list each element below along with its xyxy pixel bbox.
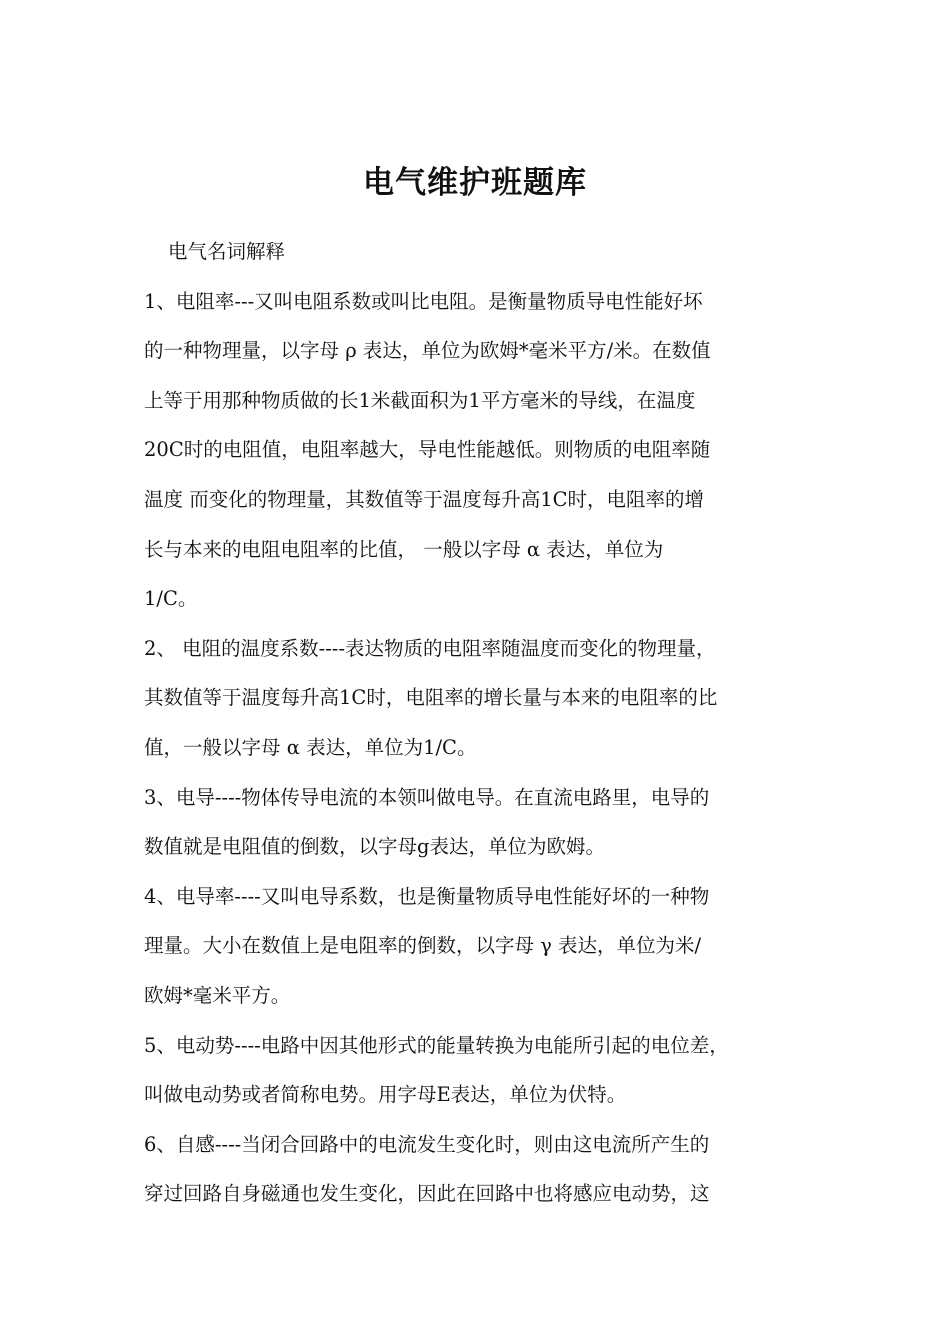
text-line: 1、电阻率---又叫电阻系数或叫比电阻。是衡量物质导电性能好坏 <box>144 289 703 313</box>
text-line: 4、电导率----又叫电导系数，也是衡量物质导电性能好坏的一种物 <box>144 884 710 908</box>
text-line: 欧姆*毫米平方。 <box>144 983 291 1007</box>
text-line: 叫做电动势或者简称电势。用字母E表达，单位为伏特。 <box>144 1083 627 1107</box>
document-title: 电气维护班题库 <box>363 165 587 201</box>
document-body <box>144 232 816 1224</box>
text-line: 6、自感----当闭合回路中的电流发生变化时，则由这电流所产生的 <box>144 1132 710 1156</box>
text-line: 5、电动势----电路中因其他形式的能量转换为电能所引起的电位差， <box>144 1033 729 1057</box>
text-line: 长与本来的电阻电阻率的比值， 一般以字母 α 表达，单位为 <box>144 537 664 561</box>
text-line: 温度 而变化的物理量，其数值等于温度每升高1C时，电阻率的增 <box>144 487 705 511</box>
text-line: 其数值等于温度每升高1C时，电阻率的增长量与本来的电阻率的比 <box>144 686 718 710</box>
text-line: 上等于用那种物质做的长1米截面积为1平方毫米的导线，在温度 <box>144 388 696 412</box>
text-line: 数值就是电阻值的倒数，以字母g表达，单位为欧姆。 <box>144 835 605 859</box>
text-line: 1/C。 <box>144 587 198 611</box>
text-line: 值，一般以字母 α 表达，单位为1/C。 <box>144 735 477 759</box>
text-line: 的一种物理量，以字母 ρ 表达，单位为欧姆*毫米平方/米。在数值 <box>144 339 711 363</box>
text-line: 3、电导----物体传导电流的本领叫做电导。在直流电路里，电导的 <box>144 785 710 809</box>
section-heading: 电气名词解释 <box>168 240 286 263</box>
text-line: 20C时的电阻值，电阻率越大，导电性能越低。则物质的电阻率随 <box>144 438 711 462</box>
text-line: 穿过回路自身磁通也发生变化，因此在回路中也将感应电动势，这 <box>144 1182 710 1206</box>
text-line: 2、 电阻的温度系数----表达物质的电阻率随温度而变化的物理量， <box>144 636 716 660</box>
text-line: 理量。大小在数值上是电阻率的倒数，以字母 γ 表达，单位为米/ <box>144 934 702 958</box>
